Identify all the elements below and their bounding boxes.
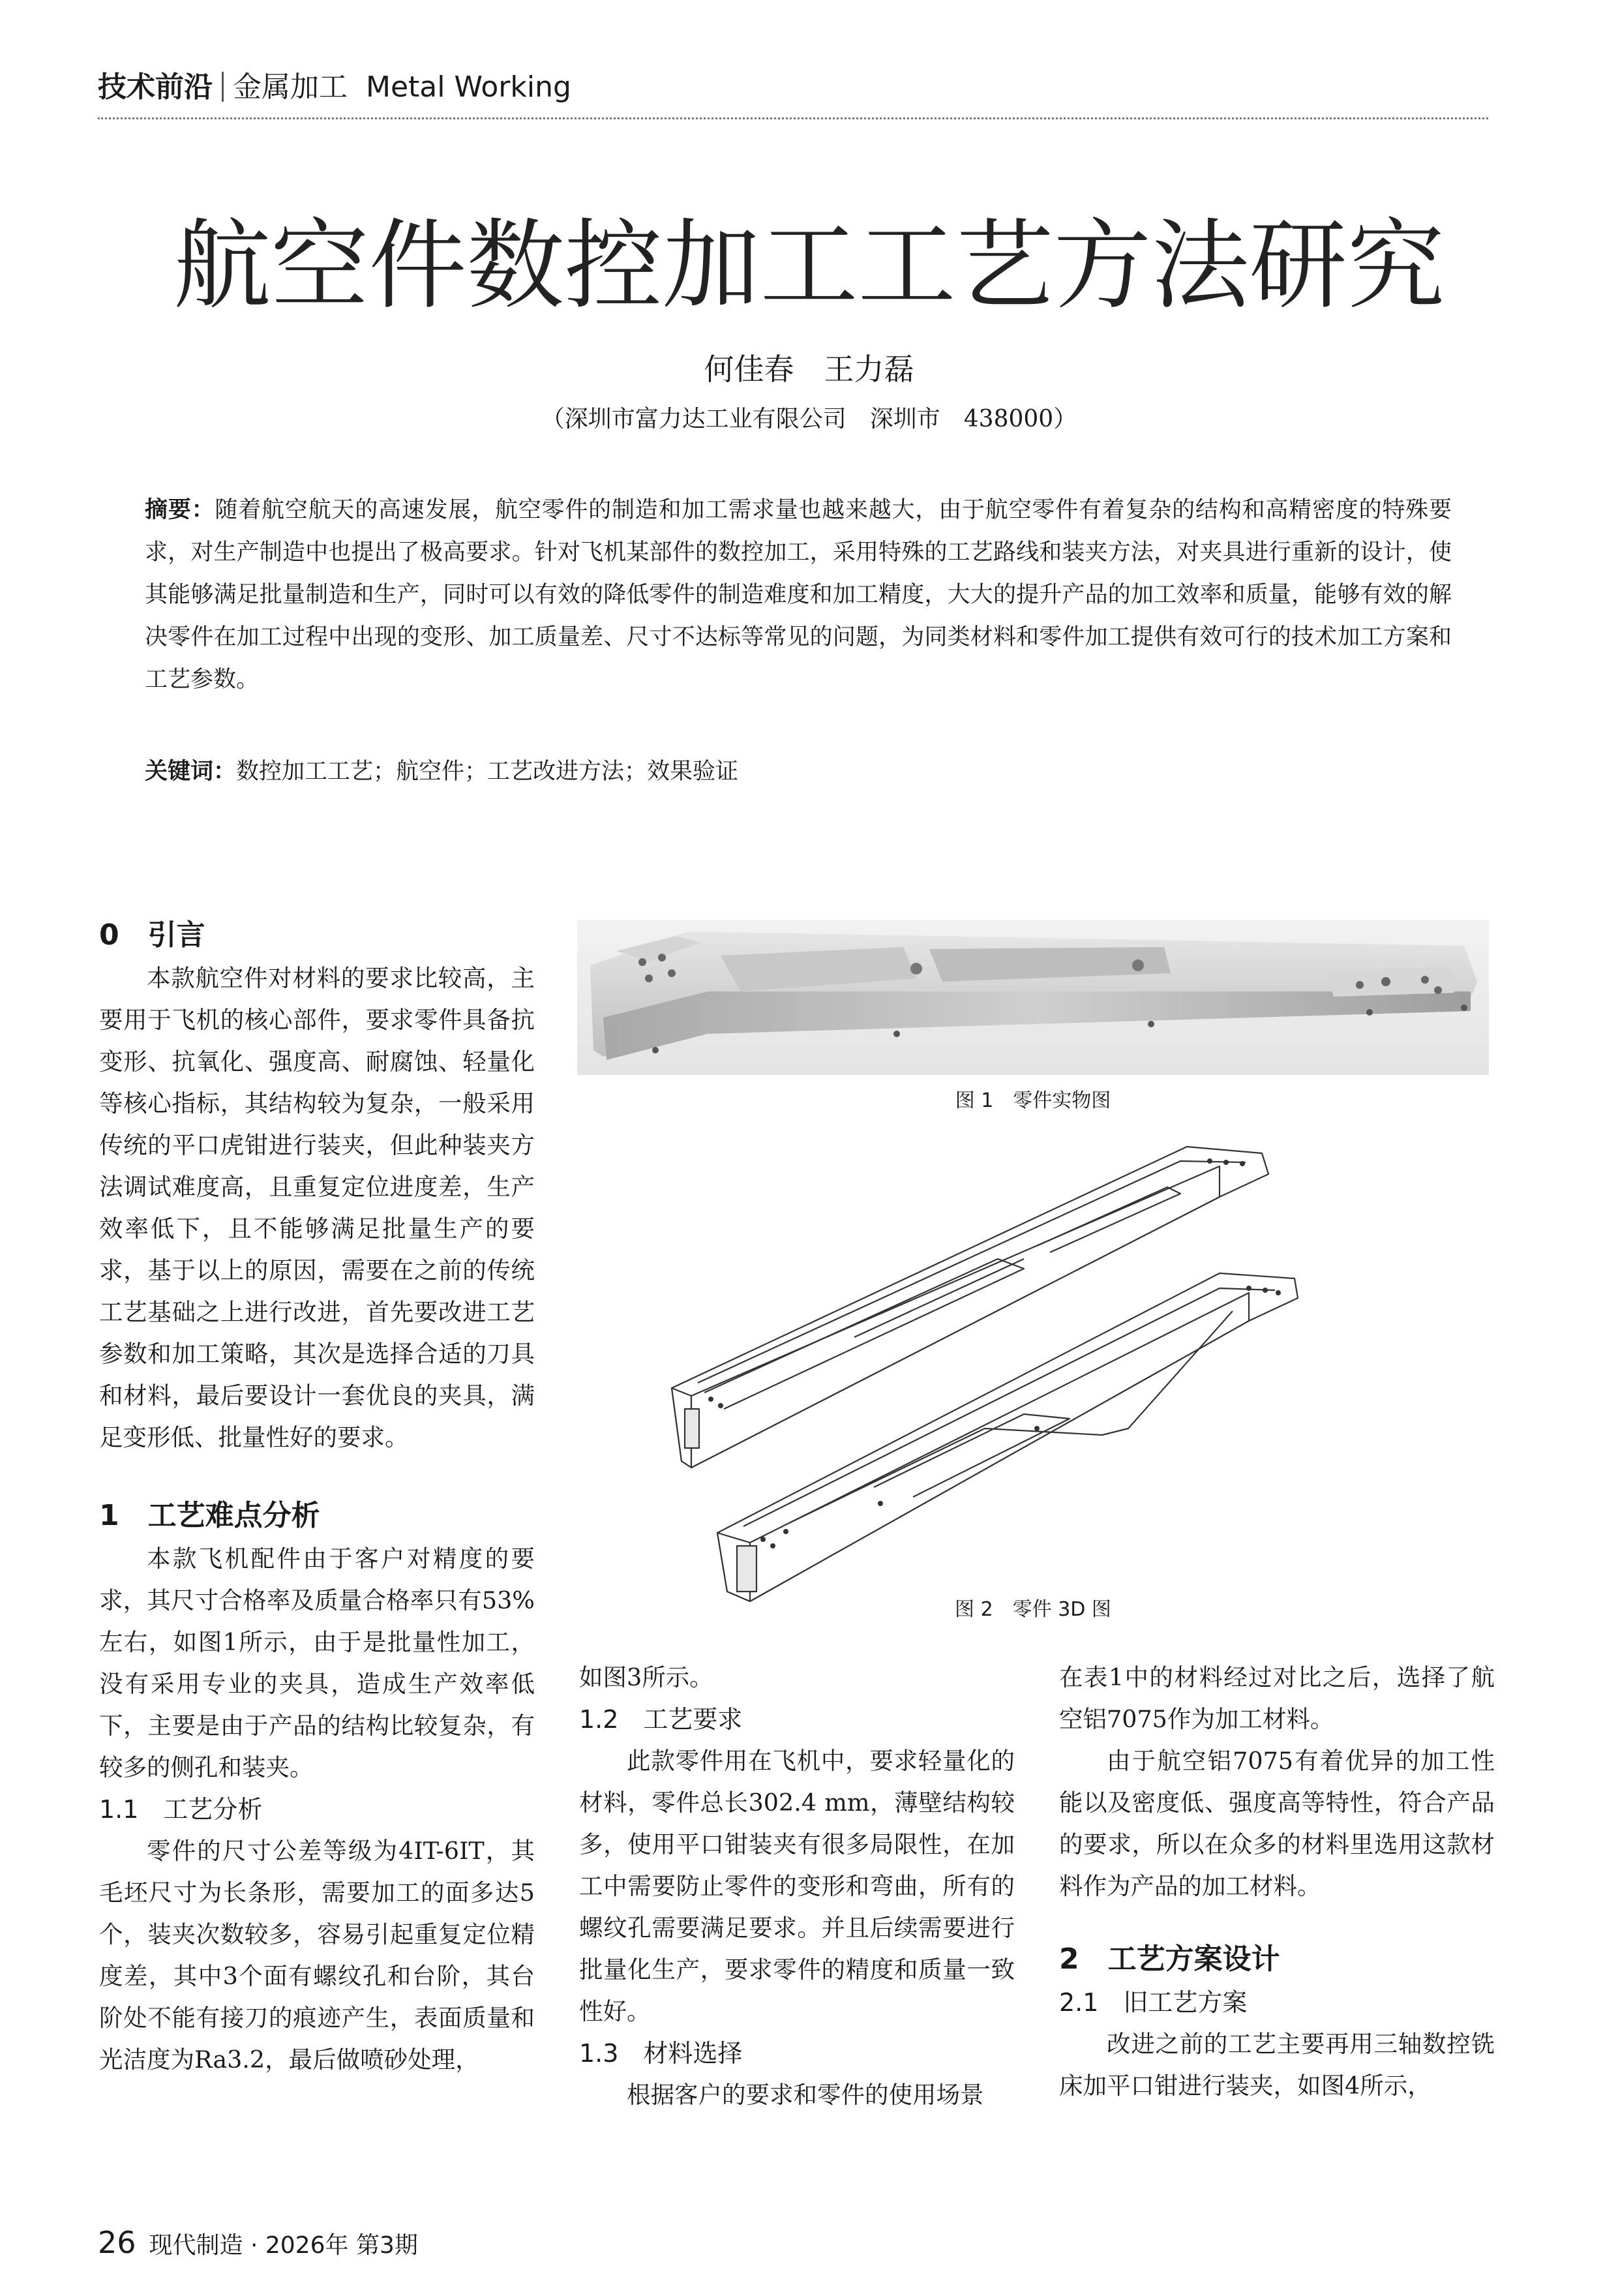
header-rule — [98, 117, 1488, 119]
heading-material-selection: 1.3 材料选择 — [579, 2039, 743, 2068]
figure-2-3d-view — [659, 1122, 1415, 1605]
intro-paragraph: 本款航空件对材料的要求比较高，主要用于飞机的核心部件，要求零件具备抗变形、抗氧化、强度高、耐腐蚀、轻量化等核心指标，其结构较为复杂，一般采用传统的平口虎钳进行装夹，但此种装夹方法调试难度高，且重复定位进度差，生产效率低下，且不能够满足批量生产的要求，基于以上的原因，需要在之前的传统工艺基础之上进行改进，首先要改进工艺参数和加工策略，其次是选择合适的刀具和材料，最后要设计一套优良的夹具，满足变形低、批量性好的要求。 — [99, 964, 535, 1451]
heading-introduction: 0 引言 — [99, 918, 205, 952]
requirements-paragraph: 此款零件用在飞机中，要求轻量化的材料，零件总长302.4 mm，薄壁结构较多，使用平口钳装夹有很多局限性，在加工中需要防止零件的变形和弯曲，所有的螺纹孔需要满足要求。并且后续需要进行批量化生产，要求零件的精度和质量一致性好。 — [579, 1747, 1015, 2025]
heading-process-requirements: 1.2 工艺要求 — [579, 1705, 743, 1734]
part-3d-drawing — [659, 1122, 1415, 1605]
figure-2-caption: 图 2 零件 3D 图 — [955, 1598, 1111, 1621]
spacer — [99, 1458, 535, 1492]
journal-issue: 现代制造 · 2026年 第3期 — [149, 2232, 418, 2259]
analysis-paragraph-continued: 如图3所示。 — [579, 1663, 713, 1691]
figure-1-caption: 图 1 零件实物图 — [955, 1089, 1111, 1112]
abstract — [145, 489, 1452, 701]
heading-old-process: 2.1 旧工艺方案 — [1059, 1988, 1248, 2017]
keywords-label: 关键词： — [145, 759, 237, 785]
keywords-text: 数控加工工艺；航空件；工艺改进方法；效果验证 — [236, 759, 739, 785]
article-title: 航空件数控加工工艺方法研究 — [173, 209, 1445, 323]
affiliation: （深圳市富力达工业有限公司 深圳市 438000） — [541, 406, 1077, 432]
column-middle — [579, 1657, 1015, 2116]
page-number: 26 — [98, 2225, 136, 2260]
difficulty-paragraph: 本款飞机配件由于客户对精度的要求，其尺寸合格率及质量合格率只有53%左右，如图1所示，由于是批量性加工，没有采用专业的夹具，造成生产效率低下，主要是由于产品的结构比较复杂，有较多的侧孔和装夹。 — [99, 1545, 535, 1781]
material-paragraph-continued: 在表1中的材料经过对比之后，选择了航空铝7075作为加工材料。 — [1059, 1663, 1495, 1733]
keywords — [145, 752, 1452, 791]
analysis-paragraph: 零件的尺寸公差等级为4IT-6IT，其毛坯尺寸为长条形，需要加工的面多达5个，装夹次数较多，容易引起重复定位精度差，其中3个面有螺纹孔和台阶，其台阶处不能有接刀的痕迹产生，表面质量和光洁度为Ra3.2，最后做喷砂处理， — [99, 1837, 535, 2074]
heading-process-analysis: 1.1 工艺分析 — [99, 1795, 263, 1824]
heading-process-design: 2 工艺方案设计 — [1059, 1942, 1280, 1976]
abstract-text: 随着航空航天的高速发展，航空零件的制造和加工需求量也越来越大，由于航空零件有着复杂的结构和高精密度的特殊要求，对生产制造中也提出了极高要求。针对飞机某部件的数控加工，采用特殊的工艺路线和装夹方法，对夹具进行重新的设计，使其能够满足批量制造和生产，同时可以有效的降低零件的制造难度和加工精度，大大的提升产品的加工效率和质量，能够有效的解决零件在加工过程中出现的变形、加工质量差、尺寸不达标等常见的问题，为同类材料和零件加工提供有效可行的技术加工方案和工艺参数。 — [145, 497, 1452, 693]
material-paragraph: 根据客户的要求和零件的使用场景 — [627, 2081, 984, 2109]
header-section: 技术前沿 — [98, 70, 213, 104]
material-paragraph-2: 由于航空铝7075有着优异的加工性能以及密度低、强度高等特性，符合产品的要求，所以在众多的材料里选用这款材料作为产品的加工材料。 — [1059, 1747, 1495, 1900]
spacer — [1059, 1907, 1495, 1936]
running-header — [98, 68, 571, 107]
heading-process-difficulty: 1 工艺难点分析 — [99, 1499, 320, 1532]
column-left — [99, 912, 535, 2081]
header-category: 金属加工 — [233, 70, 348, 104]
header-category-en: Metal Working — [366, 70, 571, 104]
header-divider — [222, 72, 224, 102]
part-photo-image — [577, 920, 1489, 1075]
authors: 何佳春 王力磊 — [704, 352, 914, 387]
old-process-paragraph: 改进之前的工艺主要再用三轴数控铣床加平口钳进行装夹，如图4所示， — [1059, 2030, 1495, 2100]
figure-1-photo — [577, 920, 1489, 1075]
page-footer — [98, 2223, 418, 2265]
abstract-label: 摘要： — [145, 497, 215, 523]
column-right — [1059, 1657, 1495, 2107]
